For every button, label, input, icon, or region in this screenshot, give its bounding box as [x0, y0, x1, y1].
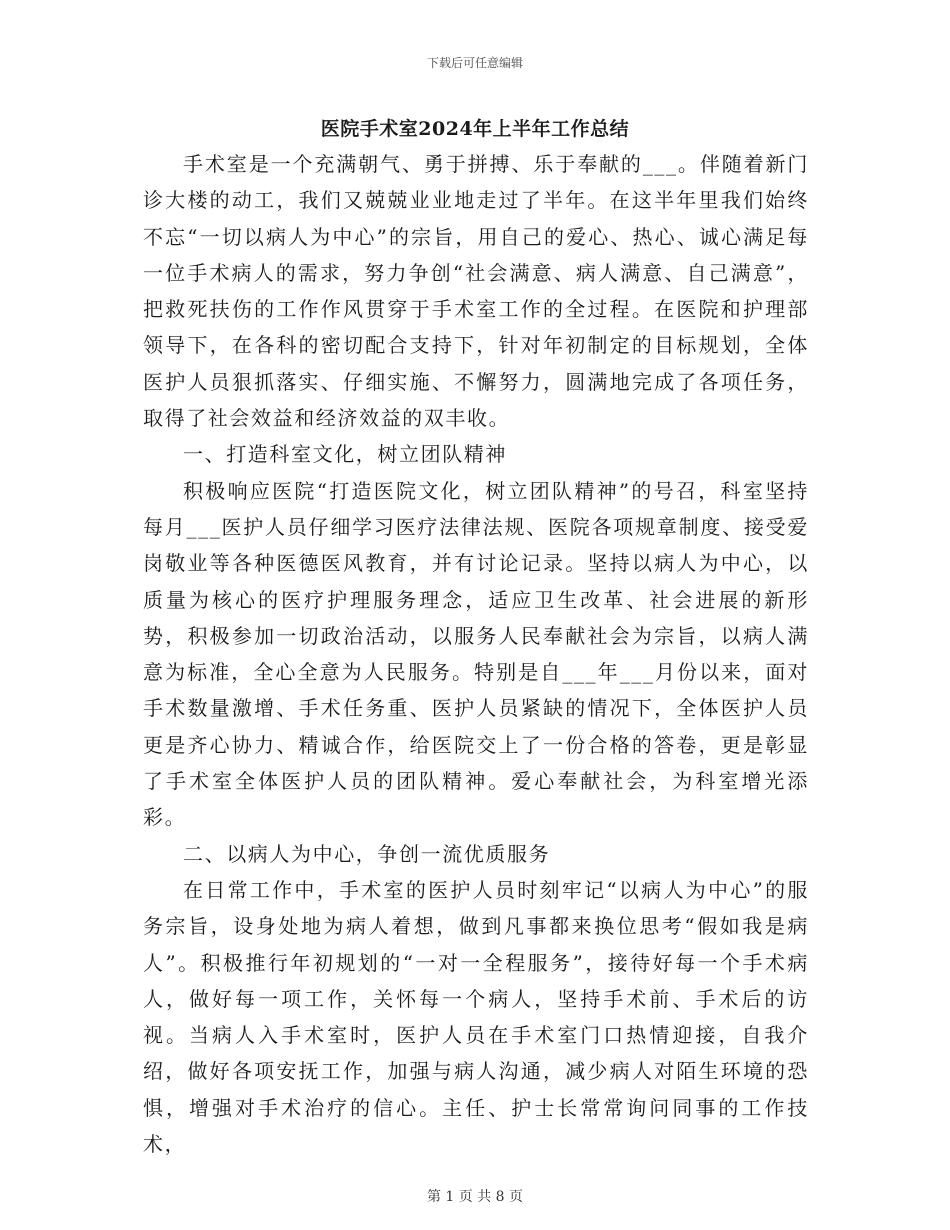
section-2-paragraph: 在日常工作中，手术室的医护人员时刻牢记“以病人为中心”的服务宗旨，设身处地为病人着想，做到凡事都来换位思考“假如我是病人”。积极推行年初规划的“一对一全程服务”，接待好每一个手术病人，做好每一项工作，关怀每一个病人，坚持手术前、手术后的访视。当病人入手术室时，医护人员在手术室门口热情迎接，自我介绍，做好各项安抚工作，加强与病人沟通，减少病人对陌生环境的恐惧，增强对手术治疗的信心。主任、护士长常常询问同事的工作技术， [143, 877, 809, 1157]
section-heading-2: 二、以病人为中心，争创一流优质服务 [183, 841, 551, 866]
document-body [143, 146, 809, 1162]
section-heading-1: 一、打造科室文化，树立团队精神 [183, 442, 507, 467]
section-1-paragraph: 积极响应医院“打造医院文化，树立团队精神”的号召，科室坚持每月___医护人员仔细学习医疗法律法规、医院各项规章制度、接受爱岗敬业等各种医德医风教育，并有讨论记录。坚持以病人为中心，以质量为核心的医疗护理服务理念，适应卫生改革、社会进展的新形势，积极参加一切政治活动，以服务人民奉献社会为宗旨，以病人满意为标准，全心全意为人民服务。特别是自___年___月份以来，面对手术数量激增、手术任务重、医护人员紧缺的情况下，全体医护人员更是齐心协力、精诚合作，给医院交上了一份合格的答卷，更是彰显了手术室全体医护人员的团队精神。爱心奉献社会，为科室增光添彩。 [143, 478, 809, 830]
document-title: 医院手术室2024年上半年工作总结 [320, 118, 630, 140]
page-header-note: 下载后可任意编辑 [426, 56, 523, 70]
page-footer-page-number: 第 1 页 共 8 页 [426, 1189, 524, 1205]
intro-paragraph: 手术室是一个充满朝气、勇于拼搏、乐于奉献的___。伴随着新门诊大楼的动工，我们又兢兢业业地走过了半年。在这半年里我们始终不忘“一切以病人为中心”的宗旨，用自己的爱心、热心、诚心满足每一位手术病人的需求，努力争创“社会满意、病人满意、自己满意”，把救死扶伤的工作作风贯穿于手术室工作的全过程。在医院和护理部领导下，在各科的密切配合支持下，针对年初制定的目标规划，全体医护人员狠抓落实、仔细实施、不懈努力，圆满地完成了各项任务，取得了社会效益和经济效益的双丰收。 [143, 152, 809, 431]
